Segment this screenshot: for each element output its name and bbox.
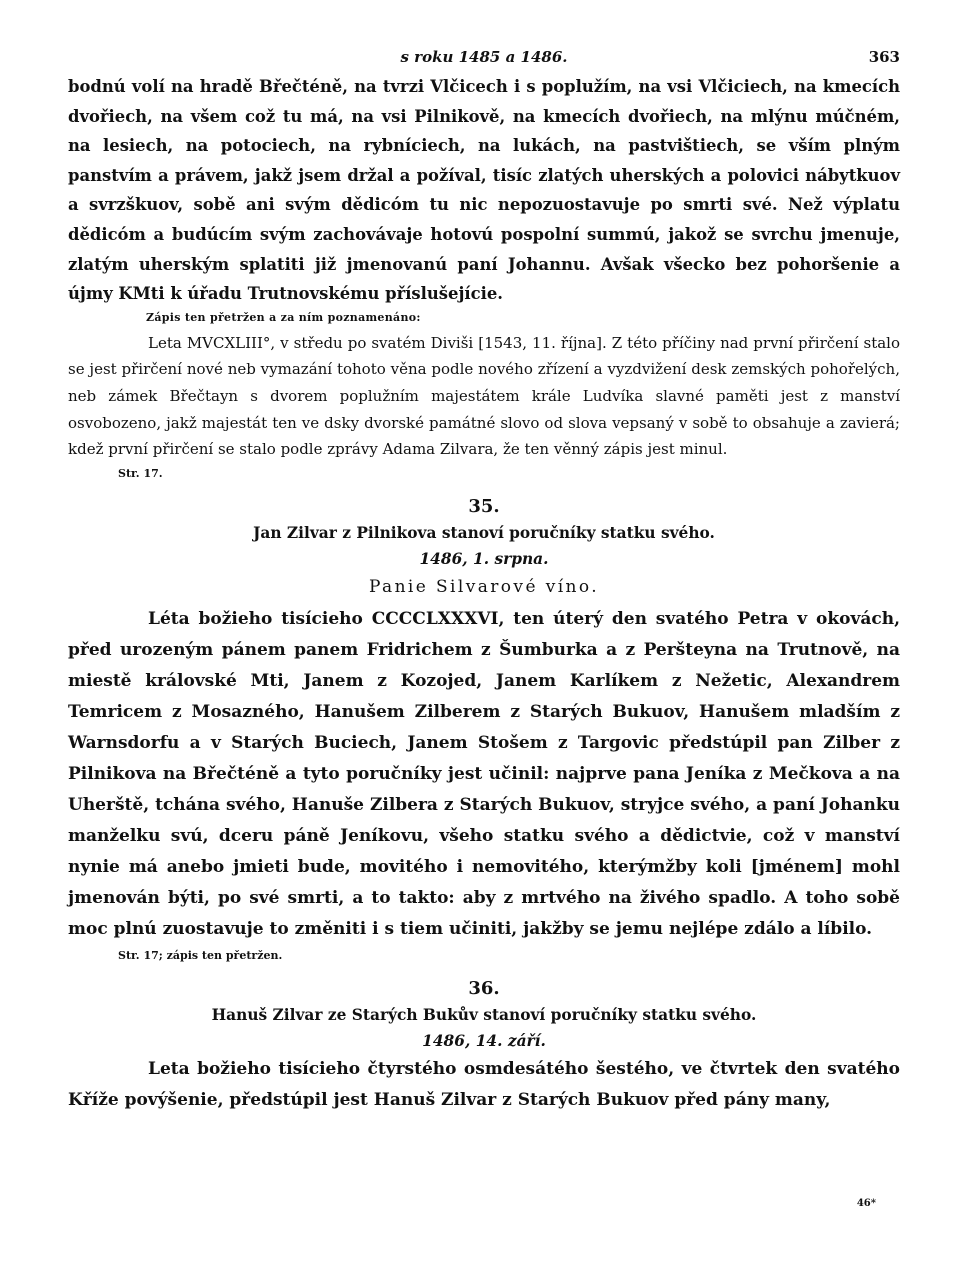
document-summary: Jan Zilvar z Pilnikova stanoví poručníky statku svého. xyxy=(253,523,715,542)
running-title: s roku 1485 a 1486. xyxy=(400,48,568,66)
document-text: Leta božieho tisícieho čtyrstého osmdesátého šestého, ve čtvrtek den svatého Kříže povýšenie, předstúpil jest Hanuš Zilvar z Starých Bukuov před pány many, xyxy=(68,1058,900,1110)
page-number: 363 xyxy=(868,48,900,66)
continued-paragraph: bodnú volí na hradě Břečténě, na tvrzi Vlčicech i s poplužím, na vsi Vlčiciech, na kmecích dvořiech, na všem což tu má, na vsi Pilnikově, na kmecích dvořiech, na mlýnu múčném, na lesiech, na potociech, na rybníciech, na lukách, na pastvištiech, se vším plným panstvím a právem, jakž jsem držal a požíval, tisíc zlatých uherských a polovici nábytkuov a svrzškuov, sobě ani svým dědicóm tu nic nepozuostavuje po smrti své. Než výplatu dědicóm a budúcím svým zachovávaje hotovú pospolní summú, jakož se svrchu jmenuje, zlatým uherským splatiti již jmenovanú paní Johannu. Avšak všecko bez pohoršenie a újmy KMti k úřadu Trutnovskému příslušejície. xyxy=(68,77,900,304)
document-date: 1486, 14. září. xyxy=(422,1031,546,1050)
document-number: 35. xyxy=(468,495,500,517)
note-intro: Zápis ten přetržen a za ním poznamenáno: xyxy=(146,310,421,324)
document-heading: Panie Silvarové víno. xyxy=(368,576,600,597)
source-reference: Str. 17. xyxy=(118,466,163,480)
annotation-paragraph: Leta MVCXLIII°, v středu po svatém Diviši [1543, 11. října]. Z této příčiny nad první přirčení stalo se jest přirčení nové neb vymazání tohoto věna podle nového zřízení a vyzdvižení desk zemských pohořelých, neb zámek Břečtayn s dvorem poplužním majestátem krále Ludvíka slavné paměti jest z manství osvobozeno, jakž majestát ten ve dsky dvorské památné slovo od slova vepsaný v sobě to obsahuje a zavierá; kdež první přirčení se stalo podle zprávy Adama Zilvara, že ten věnný zápis jest minul. xyxy=(68,333,900,459)
document-text: Léta božieho tisícieho CCCCLXXXVI, ten úterý den svatého Petra v okovách, před urozeným pánem panem Fridrichem z Šumburka a z Peršteyna na Trutnově, na miestě královské Mti, Janem z Kozojed, Janem Karlíkem z Nežetic, Alexandrem Temricem z Mosazného, Hanušem Zilberem z Starých Bukuov, Hanušem mladším z Warnsdorfu a v Starých Buciech, Janem Stošem z Targovic předstúpil pan Zilber z Pilnikova na Břečténě a tyto poručníky jest učinil: najprve pana Jeníka z Mečkova a na Uherště, tchána svého, Hanuše Zilbera z Starých Bukuov, stryjce svého, a paní Johanku manželku svú, dceru páně Jeníkovu, všeho statku svého a dědictvie, což v manství nynie má anebo jmieti bude, movitého i nemovitého, kterýmžby koli [jménem] mohl jmenován býti, po své smrti, a to takto: aby z mrtvého na živého spadlo. A toho sobě moc plnú zuostavuje to změniti i s tiem učiniti, jakžby se jemu nejlépe zdálo a líbilo. xyxy=(68,608,900,939)
document-summary: Hanuš Zilvar ze Starých Bukův stanoví poručníky statku svého. xyxy=(211,1005,757,1024)
document-date: 1486, 1. srpna. xyxy=(419,549,549,568)
running-head xyxy=(68,48,900,72)
signature-mark: 46* xyxy=(856,1198,876,1209)
source-reference: Str. 17; zápis ten přetržen. xyxy=(118,948,283,962)
document-number: 36. xyxy=(468,977,500,999)
book-page xyxy=(68,48,900,1116)
